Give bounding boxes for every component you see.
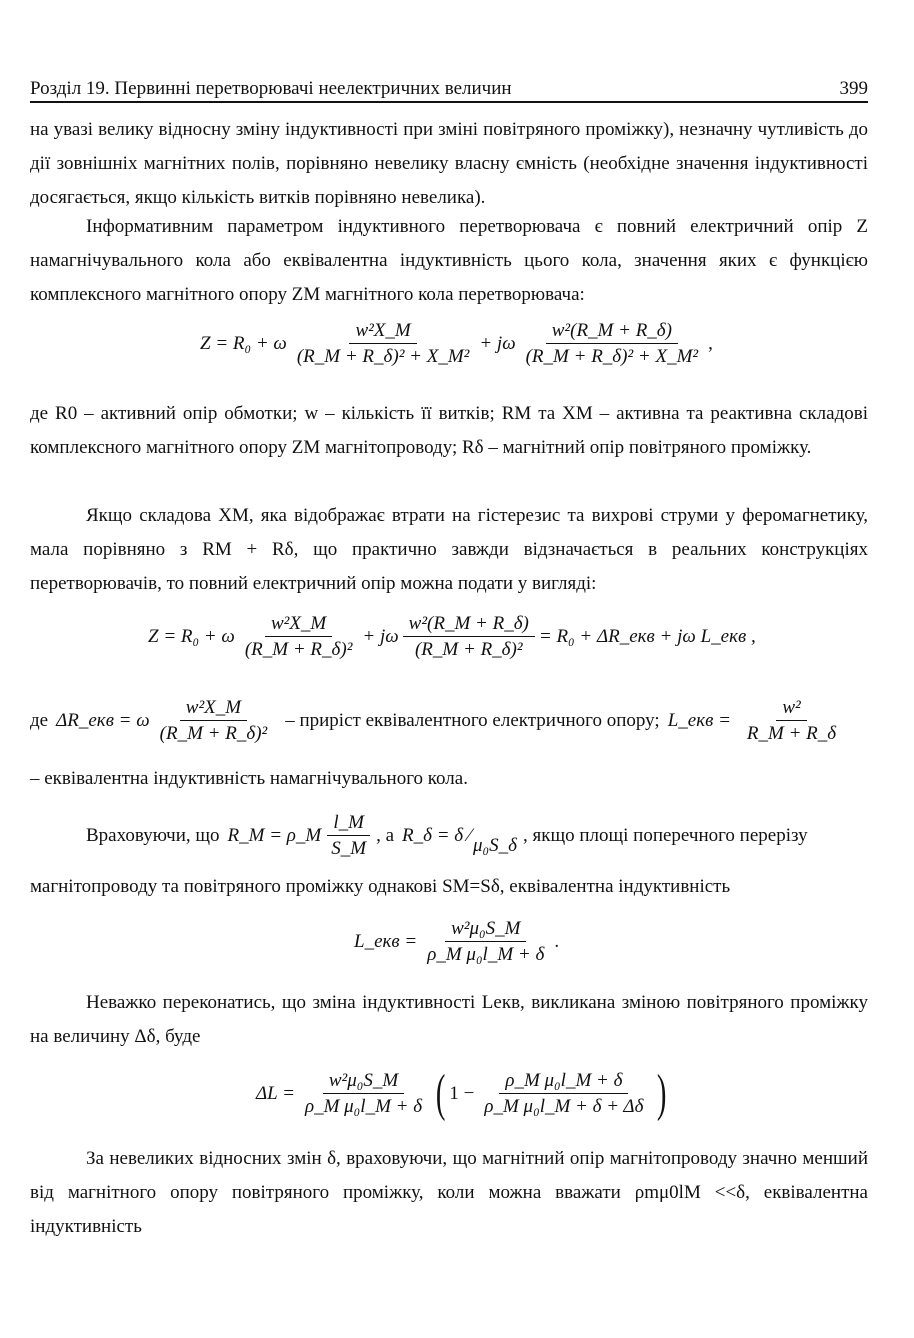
formula-6-lhs: R_δ = δ ⁄: [402, 825, 472, 846]
paragraph-9: Неважко переконатись, що зміна індуктивності Lекв, викликана зміною повітряного проміжку на величину Δδ, буде: [30, 992, 868, 1047]
formula-1-tail: ,: [708, 333, 713, 354]
formula-inductance-change: [256, 1065, 671, 1122]
formula-5-fraction: [325, 812, 372, 860]
definition-line: [30, 697, 868, 745]
formula-2-mid: + jω: [362, 626, 399, 647]
formula-2-den-a: (R_M + R_δ)²: [244, 639, 353, 660]
formula-7-fraction: [421, 918, 550, 966]
running-header: [30, 78, 868, 100]
formula-2-tail: = R₀ + ΔR_екв + jω L_екв ,: [538, 626, 756, 647]
chapter-title: Розділ 19. Первинні перетворювачі неелектричних величин: [30, 78, 512, 99]
left-paren: (: [435, 1065, 446, 1122]
formula-8-fraction-b: [478, 1070, 649, 1118]
formula-impedance-full: [200, 320, 713, 368]
reluctance-text-b: , а: [376, 825, 394, 846]
formula-7-tail: .: [554, 931, 560, 952]
formula-8-den-a: ρ_M μ₀l_M + δ: [304, 1096, 423, 1117]
paragraph-6: – еквівалентна індуктивність намагнічувального кола.: [30, 768, 468, 789]
formula-8-lhs: ΔL =: [256, 1083, 295, 1104]
formula-4-den: R_M + R_δ: [746, 723, 837, 744]
formula-impedance-simplified: [148, 613, 756, 661]
definition-prefix: де: [30, 710, 49, 731]
formula-1-fraction-a: [291, 320, 476, 368]
paragraph-1: на увазі велику відносну зміну індуктивності при зміні повітряного проміжку), незначну чутливість до дії зовнішніх магнітних полів, порівняно невелику власну ємність (необхідне значення індуктивності досягається, якщо кількість витків порівняно невелика).: [30, 119, 868, 208]
formula-5-num: l_M: [327, 812, 370, 836]
formula-4-num: w²: [776, 697, 806, 721]
formula-7-lhs: L_екв =: [354, 931, 418, 952]
formula-4-lhs: L_екв =: [667, 710, 731, 731]
definition-mid-text: – приріст еквівалентного електричного опору;: [285, 710, 660, 731]
reluctance-text-c: , якщо площі поперечного перерізу: [523, 825, 808, 846]
formula-8-fraction-a: [299, 1070, 428, 1118]
paragraph-4: Якщо складова XM, яка відображає втрати на гістерезис та вихрові струми у феромагнетику, мала порівняно з RM + Rδ, що практично завжди відзначається в реальних конструкціях перетворювачів, то повний електричний опір можна подати у вигляді:: [30, 505, 868, 594]
formula-1-mid: + jω: [479, 333, 516, 354]
reluctance-line: [86, 812, 808, 860]
formula-6-den: μ₀S_δ: [473, 835, 517, 856]
formula-5-lhs: R_M = ρ_M: [227, 825, 322, 846]
formula-3-num: w²X_M: [180, 697, 247, 721]
formula-1-lhs: Z = R₀ + ω: [200, 333, 287, 354]
formula-3-den: (R_M + R_δ)²: [159, 723, 268, 744]
formula-1-den-b: (R_M + R_δ)² + X_M²: [525, 346, 699, 367]
page-number: 399: [839, 78, 868, 99]
formula-2-num-a: w²X_M: [265, 613, 332, 637]
formula-1-num-b: w²(R_M + R_δ): [546, 320, 678, 344]
formula-2-fraction-a: [239, 613, 359, 661]
formula-8-num-a: w²μ₀S_M: [323, 1070, 404, 1094]
formula-equivalent-inductance: [354, 918, 559, 966]
formula-5-den: S_M: [331, 838, 367, 859]
paragraph-10: За невеликих відносних змін δ, враховуючи, що магнітний опір магнітопроводу значно менший від магнітного опору повітряного проміжку, коли можна вважати ρmμ0lM <<δ, еквівалентна індуктивність: [30, 1148, 868, 1237]
formula-2-den-b: (R_M + R_δ)²: [414, 639, 523, 660]
formula-1-den-a: (R_M + R_δ)² + X_M²: [296, 346, 470, 367]
paragraph-3: де R0 – активний опір обмотки; w – кількість її витків; RM та XM – активна та реактивна складові комплексного магнітного опору ZM магнітопроводу; Rδ – магнітний опір повітряного проміжку.: [30, 403, 868, 458]
formula-1-num-a: w²X_M: [349, 320, 416, 344]
formula-8-num-b: ρ_M μ₀l_M + δ: [499, 1070, 628, 1094]
formula-8-one: 1 −: [449, 1083, 475, 1104]
formula-7-den: ρ_M μ₀l_M + δ: [427, 944, 545, 965]
reluctance-text-a: Враховуючи, що: [86, 825, 220, 846]
formula-3-lhs: ΔR_екв = ω: [56, 710, 150, 731]
right-paren: ): [657, 1065, 667, 1122]
paragraph-8: магнітопроводу та повітряного проміжку однакові SM=Sδ, еквівалентна індуктивність: [30, 876, 731, 897]
paragraph-2: Інформативним параметром індуктивного перетворювача є повний електричний опір Z намагнічувального кола або еквівалентна індуктивність цього кола, значення яких є функцією комплексного магнітного опору ZM магнітного кола перетворювача:: [30, 216, 868, 305]
formula-3-fraction: [154, 697, 274, 745]
header-divider: [30, 101, 868, 103]
formula-8-den-b: ρ_M μ₀l_M + δ + Δδ: [484, 1096, 644, 1117]
formula-1-fraction-b: [520, 320, 705, 368]
formula-2-num-b: w²(R_M + R_δ): [403, 613, 535, 637]
formula-2-fraction-b: [403, 613, 535, 661]
formula-7-num: w²μ₀S_M: [445, 918, 526, 942]
formula-2-lhs: Z = R₀ + ω: [148, 626, 235, 647]
formula-4-fraction: [741, 697, 842, 745]
